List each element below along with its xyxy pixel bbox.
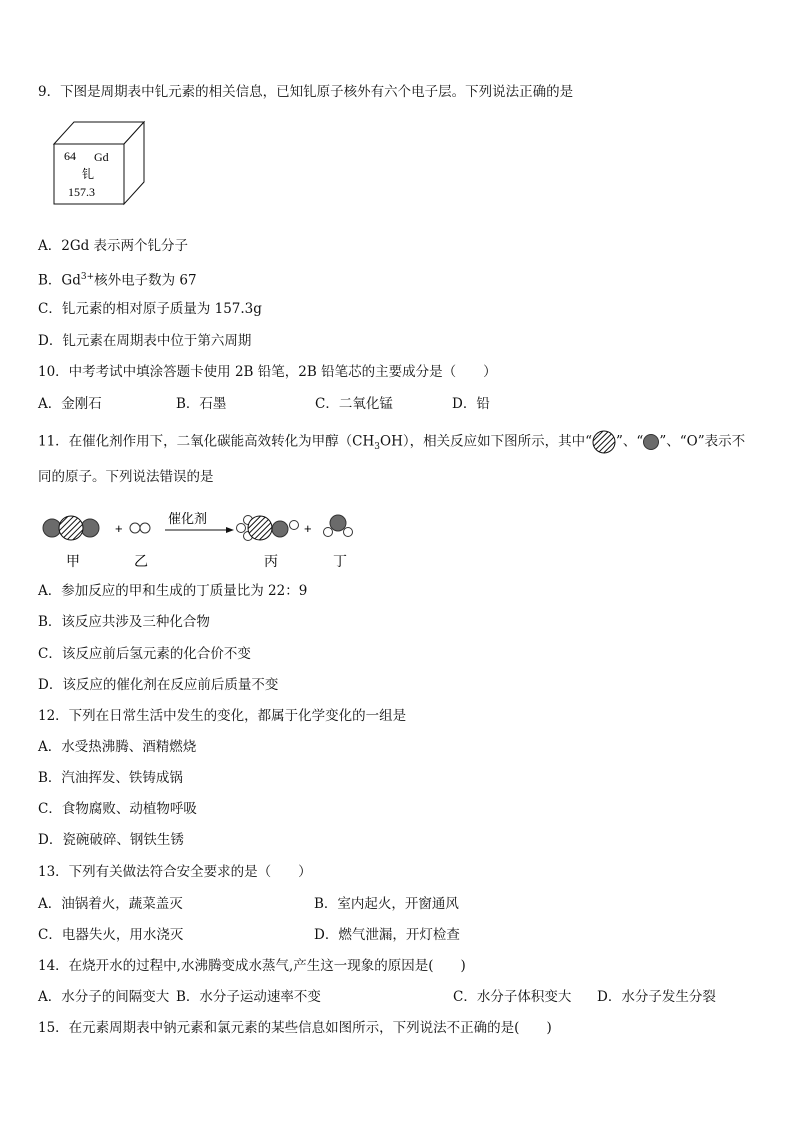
q13-option-c: C．电器失火，用水浇灭 xyxy=(38,927,184,943)
atomic-number: 64 xyxy=(64,149,76,163)
q9-option-d: D．钆元素在周期表中位于第六周期 xyxy=(38,333,252,349)
plus-sign-2: + xyxy=(304,521,312,536)
q9-option-c: C．钆元素的相对原子质量为 157.3g xyxy=(38,301,262,317)
question-15-stem: 15．在元素周期表中钠元素和氯元素的某些信息如图所示，下列说法不正确的是( ) xyxy=(38,1020,552,1036)
plus-sign-1: + xyxy=(115,521,123,536)
question-13-stem: 13．下列有关做法符合安全要求的是（ ） xyxy=(38,864,312,880)
q11-option-c: C．该反应前后氢元素的化合价不变 xyxy=(38,646,251,662)
question-14-stem: 14．在烧开水的过程中,水沸腾变成水蒸气,产生这一现象的原因是( ) xyxy=(38,958,466,974)
label-yi: 乙 xyxy=(134,554,148,570)
q13-option-b: B．室内起火，开窗通风 xyxy=(314,896,459,912)
q9-option-b: B．$Gd^{3+}$核外电子数为 67 xyxy=(38,272,197,289)
q14-option-d: D．水分子发生分裂 xyxy=(597,989,716,1005)
q10-option-c: C．二氧化锰 xyxy=(315,396,393,412)
q12-option-d: D．瓷碗破碎、钢铁生锈 xyxy=(38,832,184,848)
q12-option-a: A．水受热沸腾、酒精燃烧 xyxy=(38,739,197,755)
question-12-stem: 12．下列在日常生活中发生的变化，都属于化学变化的一组是 xyxy=(38,708,407,724)
reactant-yi-molecule xyxy=(130,523,150,533)
product-bing-molecule xyxy=(237,516,299,541)
q11-option-a: A．参加反应的甲和生成的丁质量比为 22：9 xyxy=(38,583,308,599)
q9-option-a: A．2Gd 表示两个钆分子 xyxy=(38,238,189,254)
label-jia: 甲 xyxy=(66,554,80,570)
question-9-stem: 9．下图是周期表中钆元素的相关信息，已知钆原子核外有六个电子层。下列说法正确的是 xyxy=(38,84,574,100)
q14-option-a: A．水分子的间隔变大 xyxy=(38,989,170,1005)
catalyst-label: 催化剂 xyxy=(168,512,208,527)
element-name: 钆 xyxy=(82,167,95,181)
q13-option-d: D．燃气泄漏，开灯检查 xyxy=(314,927,460,943)
q11-option-d: D．该反应的催化剂在反应前后质量不变 xyxy=(38,677,279,693)
q11-option-b: B．该反应共涉及三种化合物 xyxy=(38,614,210,630)
hatched-atom-icon xyxy=(592,430,616,454)
atomic-mass: 157.3 xyxy=(68,185,95,199)
q14-option-b: B．水分子运动速率不变 xyxy=(176,989,321,1005)
q10-option-b: B．石墨 xyxy=(176,396,227,412)
label-ding: 丁 xyxy=(333,554,347,570)
question-10-stem: 10．中考考试中填涂答题卡使用 2B 铅笔，2B 铅笔芯的主要成分是（ ） xyxy=(38,364,497,380)
question-11-stem: 11．在催化剂作用下，二氧化碳能高效转化为甲醇$(CH_3OH)$，相关反应如下图所示，其中“ ”、“ ”、“O”表示不 xyxy=(38,430,745,456)
q10-option-d: D．铅 xyxy=(452,396,490,412)
q10-option-a: A．金刚石 xyxy=(38,396,102,412)
reaction-diagram xyxy=(36,508,366,572)
q13-option-a: A．油锅着火，蔬菜盖灭 xyxy=(38,896,183,912)
product-ding-molecule xyxy=(324,515,353,537)
question-11-stem-line2: 同的原子。下列说法错误的是 xyxy=(38,469,214,485)
q12-option-b: B．汽油挥发、铁铸成锅 xyxy=(38,770,183,786)
element-cell-diagram xyxy=(50,118,150,210)
reactant-jia-molecule xyxy=(43,516,99,540)
q12-option-c: C．食物腐败、动植物呼吸 xyxy=(38,801,197,817)
q14-option-c: C．水分子体积变大 xyxy=(453,989,572,1005)
label-bing: 丙 xyxy=(264,554,278,570)
gray-atom-icon xyxy=(643,434,659,450)
element-symbol: Gd xyxy=(94,150,109,164)
